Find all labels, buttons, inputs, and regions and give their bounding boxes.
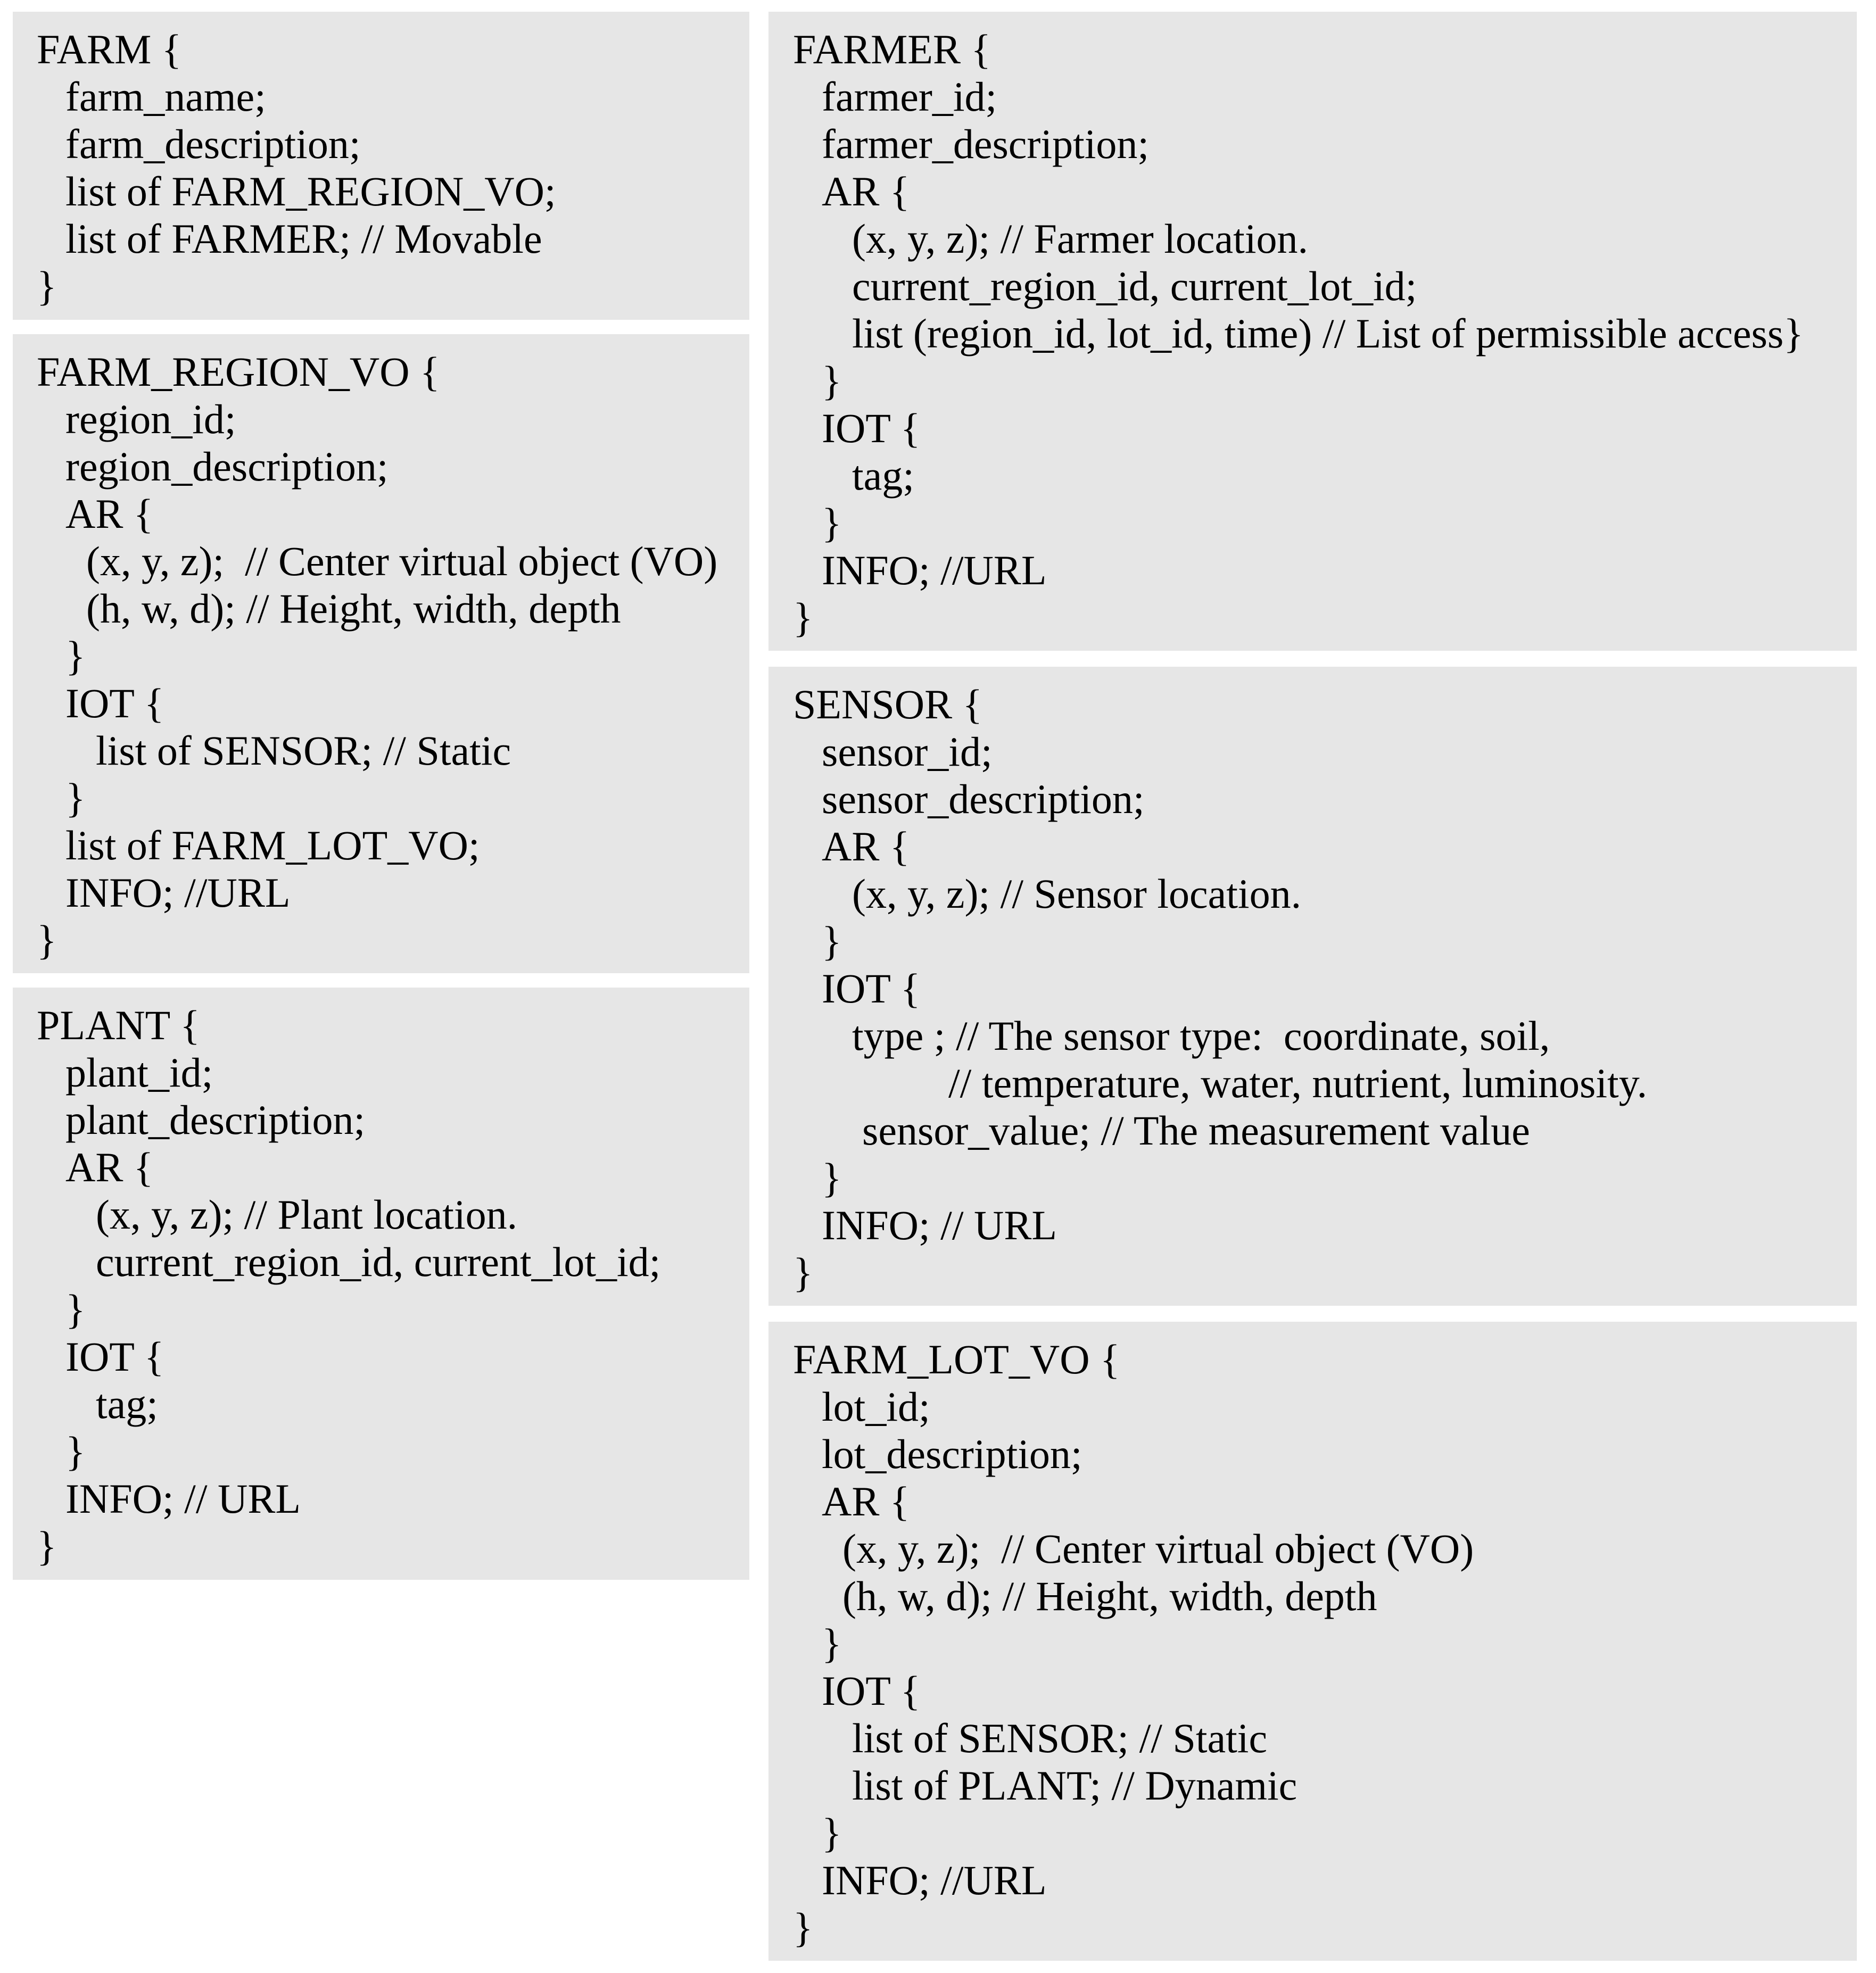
region-iot-sensor-list: list of SENSOR; // Static <box>96 727 511 774</box>
lot-iot-sensor-list: list of SENSOR; // Static <box>852 1715 1268 1761</box>
farm-lot-block-close: } <box>793 1904 813 1951</box>
region-id-field: region_id; <box>65 396 236 442</box>
sensor-iot-type-field: type ; // The sensor type: coordinate, soil, <box>852 1013 1550 1059</box>
farmer-iot-header: IOT { <box>822 405 921 451</box>
lot-ar-size-field: (h, w, d); // Height, width, depth <box>842 1573 1377 1619</box>
farmer-ar-header: AR { <box>822 168 910 214</box>
sensor-ar-header: AR { <box>822 823 910 869</box>
lot-ar-header: AR { <box>822 1478 910 1524</box>
farmer-list-field: list of FARMER; // Movable <box>65 215 542 262</box>
plant-info-field: INFO; // URL <box>65 1475 301 1522</box>
lot-info-field: INFO; //URL <box>822 1857 1047 1903</box>
region-iot-close: } <box>65 775 86 821</box>
farmer-info-field: INFO; //URL <box>822 547 1047 593</box>
region-lot-list-field: list of FARM_LOT_VO; <box>65 822 480 868</box>
sensor-code-block <box>768 667 1857 1306</box>
lot-ar-close: } <box>822 1620 842 1667</box>
plant-iot-tag-field: tag; <box>96 1381 158 1427</box>
farmer-ar-close: } <box>822 358 842 404</box>
sensor-ar-location-field: (x, y, z); // Sensor location. <box>852 871 1302 917</box>
farmer-block-header: FARMER { <box>793 26 991 72</box>
plant-block-close: } <box>37 1523 57 1569</box>
farmer-block-close: } <box>793 594 813 641</box>
plant-ar-header: AR { <box>65 1144 154 1190</box>
region-ar-center-field: (x, y, z); // Center virtual object (VO) <box>86 538 718 584</box>
farm-region-vo-code-block <box>13 334 749 973</box>
plant-iot-close: } <box>65 1428 86 1474</box>
region-description-field: region_description; <box>65 443 389 490</box>
lot-iot-close: } <box>822 1810 842 1856</box>
farmer-id-field: farmer_id; <box>822 73 997 120</box>
farm-description-field: farm_description; <box>65 121 361 167</box>
plant-code-block <box>13 988 749 1580</box>
farm-lot-block-header: FARM_LOT_VO { <box>793 1336 1120 1382</box>
plant-description-field: plant_description; <box>65 1097 366 1143</box>
farmer-ar-access-list-field: list (region_id, lot_id, time) // List of permissible access} <box>852 310 1804 357</box>
sensor-block-header: SENSOR { <box>793 681 983 727</box>
farm-block-header: FARM { <box>37 26 182 72</box>
sensor-iot-value-field: sensor_value; // The measurement value <box>862 1107 1530 1154</box>
farmer-description-field: farmer_description; <box>822 121 1150 167</box>
sensor-iot-type-comment-continuation: // temperature, water, nutrient, luminosity. <box>948 1060 1648 1106</box>
sensor-block-close: } <box>793 1249 813 1296</box>
farmer-code-block <box>768 12 1857 651</box>
sensor-ar-close: } <box>822 918 842 964</box>
plant-ar-location-field: (x, y, z); // Plant location. <box>96 1191 518 1238</box>
farmer-ar-current-ids-field: current_region_id, current_lot_id; <box>852 263 1417 309</box>
lot-id-field: lot_id; <box>822 1383 930 1430</box>
region-ar-size-field: (h, w, d); // Height, width, depth <box>86 585 621 632</box>
farm-region-block-header: FARM_REGION_VO { <box>37 349 440 395</box>
plant-id-field: plant_id; <box>65 1049 213 1096</box>
farm-region-list-field: list of FARM_REGION_VO; <box>65 168 556 214</box>
farmer-ar-location-field: (x, y, z); // Farmer location. <box>852 215 1309 262</box>
lot-iot-plant-list: list of PLANT; // Dynamic <box>852 1762 1298 1809</box>
lot-iot-header: IOT { <box>822 1668 921 1714</box>
plant-ar-current-ids-field: current_region_id, current_lot_id; <box>96 1239 661 1285</box>
region-info-field: INFO; //URL <box>65 869 291 916</box>
farmer-iot-close: } <box>822 500 842 546</box>
farmer-iot-tag-field: tag; <box>852 452 914 499</box>
plant-block-header: PLANT { <box>37 1002 200 1048</box>
farm-lot-vo-code-block <box>768 1322 1857 1961</box>
lot-ar-center-field: (x, y, z); // Center virtual object (VO) <box>842 1526 1474 1572</box>
farm-code-block <box>13 12 749 320</box>
region-ar-close: } <box>65 633 86 679</box>
region-iot-header: IOT { <box>65 680 164 726</box>
sensor-id-field: sensor_id; <box>822 728 993 775</box>
sensor-info-field: INFO; // URL <box>822 1202 1057 1248</box>
farm-region-block-close: } <box>37 917 57 963</box>
sensor-iot-header: IOT { <box>822 965 921 1012</box>
plant-ar-close: } <box>65 1286 86 1332</box>
lot-description-field: lot_description; <box>822 1431 1082 1477</box>
farm-name-field: farm_name; <box>65 73 266 120</box>
sensor-iot-close: } <box>822 1155 842 1201</box>
sensor-description-field: sensor_description; <box>822 776 1145 822</box>
farm-block-close: } <box>37 263 57 309</box>
plant-iot-header: IOT { <box>65 1333 164 1380</box>
region-ar-header: AR { <box>65 491 154 537</box>
